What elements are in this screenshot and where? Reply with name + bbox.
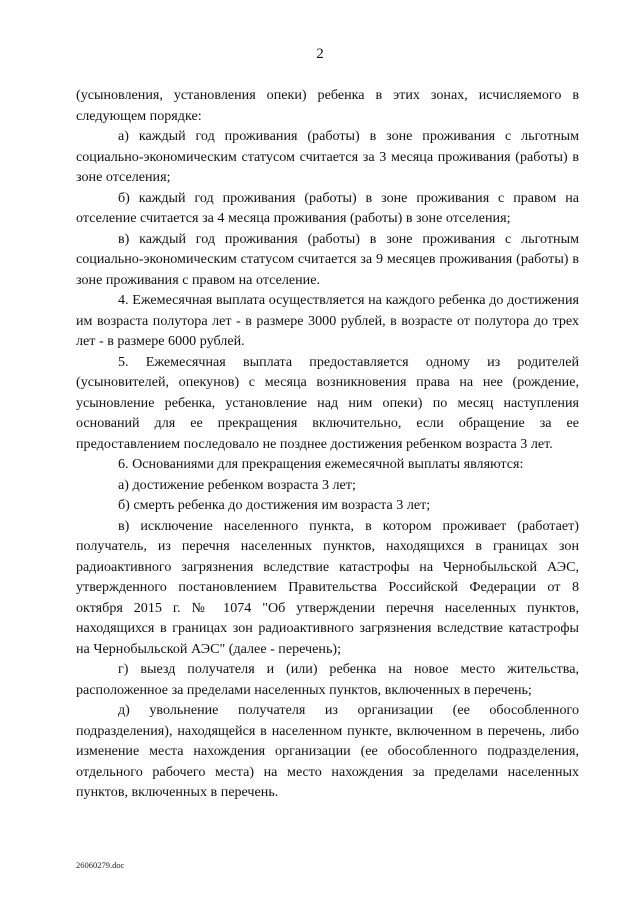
paragraph-6-item-a: а) достижение ребенком возраста 3 лет;	[118, 476, 356, 493]
paragraph-6-item-v: в) исключение населенного пункта, в котором проживает (работает) получатель, из перечня населенных пунктов, находящихся в границах зон радиоактивного загрязнения вследствие катастрофы на Чернобыльской АЭС, утвержденного постановлением Правительства Российской Федерации от 8 октября 2015 г. № 1074 "Об утверждении перечня населенных пунктов, находящихся в границах зон радиоактивного загрязнения вследствие катастрофы на Чернобыльской АЭС" (далее - перечень);	[76, 517, 579, 657]
page-number: 2	[316, 46, 324, 62]
paragraph-item-v: в) каждый год проживания (работы) в зоне проживания с льготным социально-экономическим статусом считается за 9 месяцев проживания (работы) в зоне проживания с правом на отселение.	[76, 230, 579, 288]
paragraph-item-a: а) каждый год проживания (работы) в зоне проживания с льготным социально-экономическим статусом считается за 3 месяца проживания (работы) в зоне отселения;	[76, 128, 579, 185]
paragraph-6-termination-grounds: 6. Основаниями для прекращения ежемесячной выплаты являются:	[118, 456, 524, 472]
paragraph-6-item-b: б) смерть ребенка до достижения им возраста 3 лет;	[118, 497, 431, 513]
paragraph-6-item-d: д) увольнение получателя из организации (ее обособленного подразделения), находящейся в населенном пункте, включенном в перечень, либо изменение места нахождения организации (ее обособленного подразделения, отдельного рабочего места) на место нахождения за пределами населенных пунктов, включенных в перечень.	[76, 702, 579, 800]
paragraph-4-payment-amount: 4. Ежемесячная выплата осуществляется на каждого ребенка до достижения им возраста полутора лет - в размере 3000 рублей, в возрасте от полутора до трех лет - в размере 6000 рублей.	[76, 292, 579, 349]
document-body	[76, 85, 579, 803]
paragraph-5-payment-grant: 5. Ежемесячная выплата предоставляется одному из родителей (усыновителей, опекунов) с месяца возникновения права на нее (рождение, усыновление ребенка, установление над ним опеки) по месяц наступления оснований для ее прекращения включительно, если обращение за ее предоставлением последовало не позднее достижения ребенком возраста 3 лет.	[76, 353, 579, 452]
paragraph-6-item-g: г) выезд получателя и (или) ребенка на новое место жительства, расположенное за пределами населенных пунктов, включенных в перечень;	[76, 661, 579, 698]
footer-filename: 26060279.doc	[76, 860, 125, 870]
paragraph-item-b: б) каждый год проживания (работы) в зоне проживания с правом на отселение считается за 4 месяца проживания (работы) в зоне отселения;	[76, 189, 579, 226]
paragraph-intro-continuation: (усыновления, установления опеки) ребенка в этих зонах, исчисляемого в следующем порядке:	[76, 87, 579, 124]
